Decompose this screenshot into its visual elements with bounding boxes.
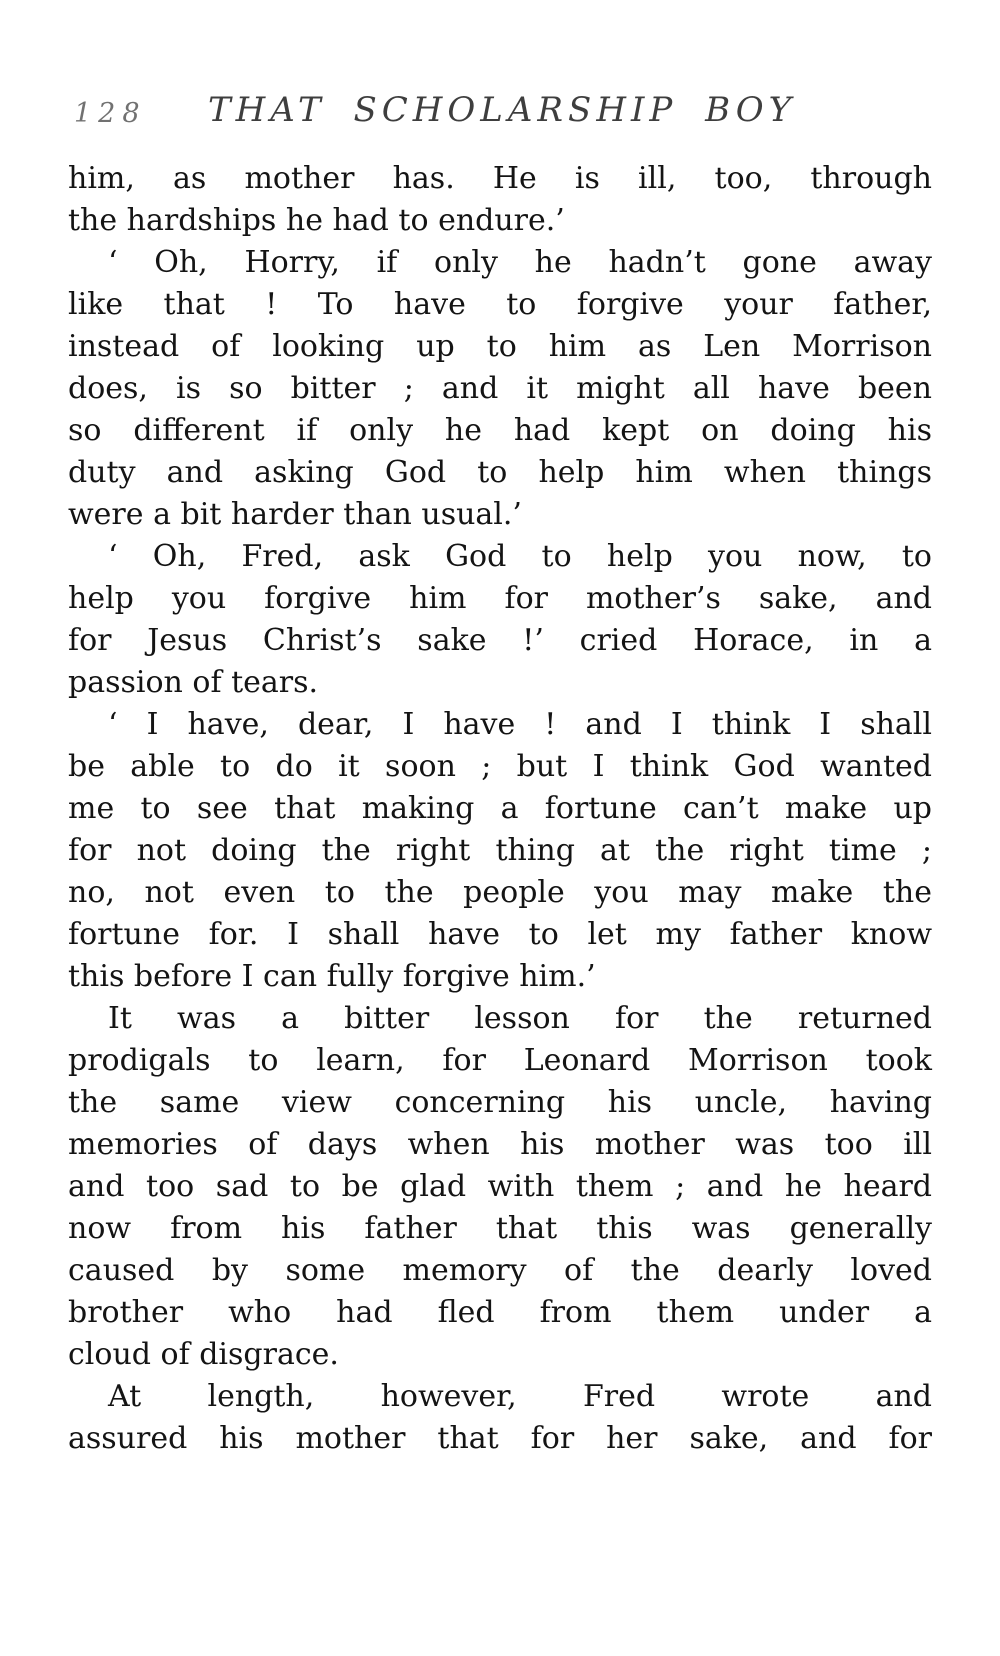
text-line: It was a bitter lesson for the returned xyxy=(108,1001,932,1036)
text-line: the same view concerning his uncle, having xyxy=(68,1085,932,1120)
text-line: so different if only he had kept on doing his xyxy=(68,413,932,448)
running-title: THAT SCHOLARSHIP BOY xyxy=(207,90,797,130)
paragraph xyxy=(68,704,932,998)
paragraph xyxy=(68,1376,932,1460)
text-line: like that ! To have to forgive your father, xyxy=(68,287,932,322)
text-line: duty and asking God to help him when things xyxy=(68,455,932,490)
paragraph xyxy=(68,998,932,1376)
text-line: memories of days when his mother was too ill xyxy=(68,1127,932,1162)
text-line: instead of looking up to him as Len Morrison xyxy=(68,329,932,364)
text-line: ‘ I have, dear, I have ! and I think I shall xyxy=(108,707,932,742)
text-line: me to see that making a fortune can’t make up xyxy=(68,791,932,826)
text-line: now from his father that this was generally xyxy=(68,1211,932,1246)
text-line: passion of tears. xyxy=(68,665,319,700)
page-number: 128 xyxy=(74,98,147,129)
text-line: and too sad to be glad with them ; and he heard xyxy=(68,1169,932,1204)
text-line: this before I can fully forgive him.’ xyxy=(68,959,596,994)
paragraph xyxy=(68,242,932,536)
text-line: assured his mother that for her sake, and for xyxy=(68,1421,932,1456)
text-line: fortune for. I shall have to let my father know xyxy=(68,917,932,952)
text-line: the hardships he had to endure.’ xyxy=(68,203,565,238)
paragraph xyxy=(68,536,932,704)
text-line: caused by some memory of the dearly loved xyxy=(68,1253,932,1288)
text-line: brother who had fled from them under a xyxy=(68,1295,932,1330)
text-line: him, as mother has. He is ill, too, through xyxy=(68,161,932,196)
paragraph xyxy=(68,158,932,242)
text-line: prodigals to learn, for Leonard Morrison took xyxy=(68,1043,932,1078)
text-line: ‘ Oh, Horry, if only he hadn’t gone away xyxy=(108,245,932,280)
running-header xyxy=(68,90,936,138)
text-line: cloud of disgrace. xyxy=(68,1337,339,1372)
text-line: At length, however, Fred wrote and xyxy=(108,1379,932,1414)
text-line: be able to do it soon ; but I think God wanted xyxy=(68,749,932,784)
text-line: ‘ Oh, Fred, ask God to help you now, to xyxy=(108,539,932,574)
page-body xyxy=(68,158,932,1460)
text-line: for not doing the right thing at the right time ; xyxy=(68,833,932,868)
text-line: for Jesus Christ’s sake !’ cried Horace, in a xyxy=(68,623,932,658)
text-line: help you forgive him for mother’s sake, and xyxy=(68,581,932,616)
text-line: does, is so bitter ; and it might all have been xyxy=(68,371,932,406)
text-line: no, not even to the people you may make the xyxy=(68,875,932,910)
text-line: were a bit harder than usual.’ xyxy=(68,497,522,532)
